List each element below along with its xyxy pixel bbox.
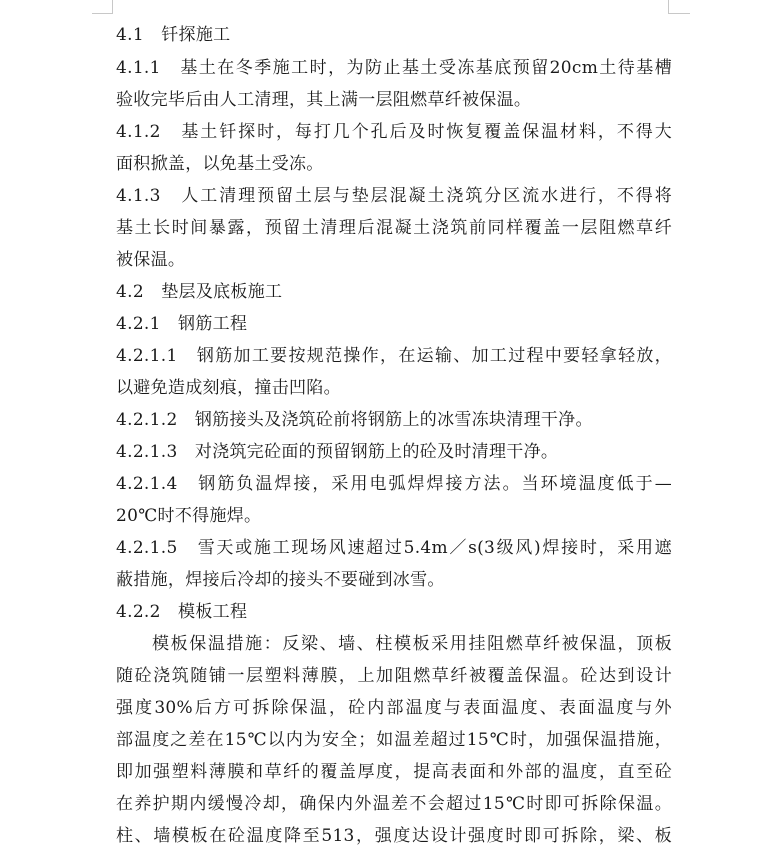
paragraph-line: 4.2.1.1 钢筋加工要按规范操作，在运输、加工过程中要轻拿轻放， — [116, 346, 672, 366]
paragraph-line: 随砼浇筑随铺一层塑料薄膜，上加阻燃草纤被覆盖保温。砼达到设计 — [116, 666, 672, 686]
heading-4-2-2: 4.2.2 模板工程 — [116, 602, 248, 622]
heading-4-1: 4.1 钎探施工 — [116, 25, 231, 45]
paragraph-line: 4.2.1.3 对浇筑完砼面的预留钢筋上的砼及时清理干净。 — [116, 442, 559, 462]
crop-mark-top-right-vertical — [668, 0, 669, 14]
paragraph-line: 4.2.1.4 钢筋负温焊接，采用电弧焊焊接方法。当环境温度低于— — [116, 474, 672, 494]
heading-4-2: 4.2 垫层及底板施工 — [116, 282, 283, 302]
paragraph-line: 在养护期内缓慢冷却，确保内外温差不会超过15℃时即可拆除保温。 — [116, 794, 672, 814]
paragraph-line: 柱、墙模板在砼温度降至513，强度达设计强度时即可拆除，梁、板 — [116, 826, 672, 846]
paragraph-line: 蔽措施，焊接后冷却的接头不要碰到冰雪。 — [116, 570, 445, 590]
paragraph-line: 面积掀盖，以免基土受冻。 — [116, 154, 324, 174]
paragraph-line: 验收完毕后由人工清理，其上满一层阻燃草纤被保温。 — [116, 90, 532, 110]
paragraph-line: 4.2.1.2 钢筋接头及浇筑砼前将钢筋上的冰雪冻块清理干净。 — [116, 410, 593, 430]
paragraph-line: 强度30%后方可拆除保温，砼内部温度与表面温度、表面温度与外 — [116, 698, 672, 718]
paragraph-line: 以避免造成刻痕，撞击凹陷。 — [116, 378, 341, 398]
paragraph-line: 4.1.3 人工清理预留土层与垫层混凝土浇筑分区流水进行，不得将 — [116, 186, 672, 206]
paragraph-line: 20℃时不得施焊。 — [116, 506, 262, 526]
paragraph-line: 部温度之差在15℃以内为安全；如温差超过15℃时，加强保温措施， — [116, 730, 672, 750]
paragraph-line: 4.1.1 基土在冬季施工时，为防止基土受冻基底预留20cm土待基槽 — [116, 58, 672, 78]
crop-mark-top-left-vertical — [112, 0, 113, 14]
paragraph-line: 基土长时间暴露，预留土清理后混凝土浇筑前同样覆盖一层阻燃草纤 — [116, 218, 672, 238]
paragraph-line: 4.1.2 基土钎探时，每打几个孔后及时恢复覆盖保温材料，不得大 — [116, 122, 672, 142]
crop-mark-top-left-horizontal — [92, 13, 112, 14]
paragraph-line: 被保温。 — [116, 250, 186, 270]
paragraph-line: 即加强塑料薄膜和草纤的覆盖厚度，提高表面和外部的温度，直至砼 — [116, 762, 672, 782]
heading-4-2-1: 4.2.1 钢筋工程 — [116, 314, 248, 334]
crop-mark-top-right-horizontal — [668, 13, 690, 14]
paragraph-line: 4.2.1.5 雪天或施工现场风速超过5.4m／s(3级风)焊接时，采用遮 — [116, 538, 672, 558]
paragraph-line: 模板保温措施：反梁、墙、柱模板采用挂阻燃草纤被保温，顶板 — [152, 634, 672, 654]
